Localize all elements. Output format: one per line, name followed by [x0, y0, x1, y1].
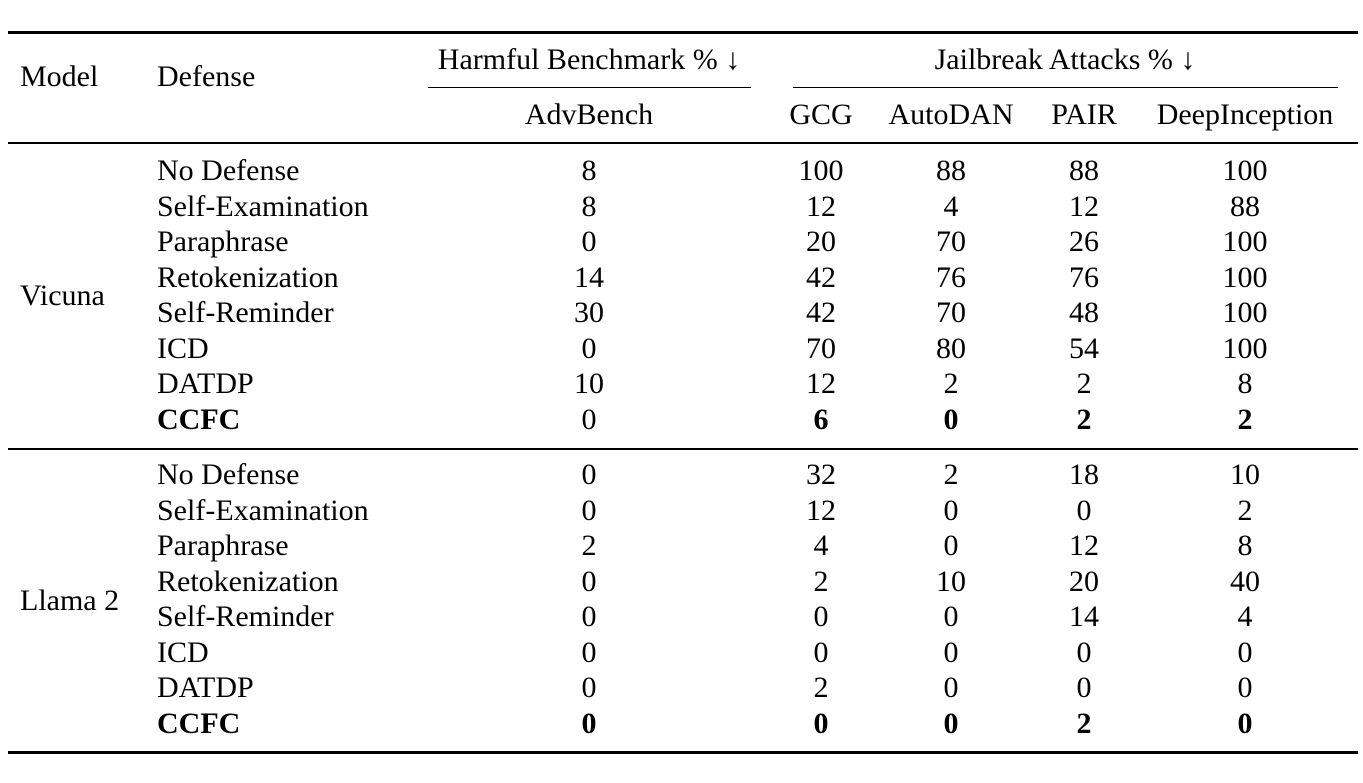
cell-gcg: 0	[813, 635, 829, 669]
defense-name: Self-Examination	[157, 189, 369, 223]
cell-pair: 14	[1069, 600, 1099, 633]
cell-pair: 0	[1076, 671, 1092, 704]
cell-deepinception: 100	[1222, 331, 1268, 365]
cell-pair: 2	[1076, 706, 1092, 740]
defense-name: Retokenization	[157, 564, 339, 598]
top-rule	[8, 31, 1358, 34]
cell-pair: 0	[1076, 635, 1092, 669]
defense-name: ICD	[157, 331, 209, 365]
cell-autodan: 0	[943, 635, 959, 669]
cell-autodan: 88	[936, 154, 966, 187]
cell-autodan: 70	[936, 296, 966, 329]
cell-gcg: 70	[806, 331, 836, 365]
cell-advbench: 0	[581, 635, 597, 669]
column-header-gcg: GCG	[789, 98, 853, 131]
model-name: Llama 2	[20, 584, 120, 617]
cell-pair: 26	[1069, 225, 1099, 258]
defense-name: DATDP	[157, 367, 254, 400]
column-header-advbench: AdvBench	[524, 98, 654, 131]
cell-autodan: 70	[936, 225, 966, 258]
cell-deepinception: 100	[1222, 154, 1268, 187]
cell-pair: 20	[1069, 564, 1099, 598]
cell-gcg: 100	[798, 154, 844, 187]
cell-deepinception: 0	[1237, 671, 1253, 704]
cell-gcg: 42	[806, 260, 836, 294]
defense-name: No Defense	[157, 458, 300, 491]
cell-advbench: 0	[581, 402, 597, 436]
cell-deepinception: 40	[1230, 564, 1260, 598]
bottom-rule	[8, 751, 1358, 754]
cell-autodan: 76	[936, 260, 966, 294]
cell-autodan: 0	[943, 493, 959, 527]
cell-pair: 12	[1069, 529, 1099, 562]
jailbreak-attacks-group-header: Jailbreak Attacks % ↓	[934, 43, 1196, 76]
column-header-autodan: AutoDAN	[888, 98, 1014, 131]
cell-pair: 88	[1069, 154, 1099, 187]
jailbreak-attacks-underline	[793, 87, 1338, 88]
cell-autodan: 0	[943, 706, 959, 740]
defense-header: Defense	[157, 60, 256, 93]
cell-pair: 18	[1069, 458, 1099, 491]
cell-deepinception: 2	[1237, 493, 1253, 527]
cell-autodan: 0	[943, 671, 959, 704]
harmful-benchmark-group-header: Harmful Benchmark % ↓	[437, 43, 741, 76]
cell-pair: 2	[1076, 367, 1092, 400]
cell-gcg: 0	[813, 706, 829, 740]
cell-advbench: 8	[581, 189, 597, 223]
model-header: Model	[20, 60, 99, 93]
block-separator-rule	[8, 448, 1358, 450]
cell-advbench: 8	[581, 154, 597, 187]
cell-advbench: 0	[581, 331, 597, 365]
defense-name: Self-Reminder	[157, 600, 334, 633]
defense-name: Self-Examination	[157, 493, 369, 527]
cell-advbench: 10	[574, 367, 604, 400]
defense-name: Retokenization	[157, 260, 339, 294]
cell-pair: 0	[1076, 493, 1092, 527]
cell-gcg: 20	[806, 225, 836, 258]
cell-deepinception: 8	[1237, 367, 1253, 400]
cell-advbench: 0	[581, 706, 597, 740]
cell-gcg: 12	[806, 493, 836, 527]
model-name: Vicuna	[20, 279, 105, 312]
defense-name: Self-Reminder	[157, 296, 334, 329]
cell-autodan: 0	[943, 529, 959, 562]
defense-name: Paraphrase	[157, 529, 289, 562]
cell-pair: 54	[1069, 331, 1099, 365]
cell-deepinception: 100	[1222, 296, 1268, 329]
defense-name: No Defense	[157, 154, 300, 187]
cell-autodan: 0	[943, 402, 959, 436]
cell-deepinception: 100	[1222, 260, 1268, 294]
defense-name: CCFC	[157, 706, 241, 740]
cell-gcg: 6	[813, 402, 829, 436]
cell-pair: 48	[1069, 296, 1099, 329]
cell-advbench: 0	[581, 458, 597, 491]
cell-gcg: 12	[806, 367, 836, 400]
cell-autodan: 80	[936, 331, 966, 365]
cell-gcg: 0	[813, 600, 829, 633]
cell-advbench: 0	[581, 225, 597, 258]
cell-autodan: 4	[943, 189, 959, 223]
column-header-pair: PAIR	[1051, 98, 1117, 131]
defense-name: Paraphrase	[157, 225, 289, 258]
defense-name: DATDP	[157, 671, 254, 704]
cell-gcg: 42	[806, 296, 836, 329]
header-rule	[8, 142, 1358, 144]
cell-deepinception: 88	[1230, 189, 1260, 223]
cell-advbench: 30	[574, 296, 604, 329]
cell-advbench: 0	[581, 600, 597, 633]
defense-name: ICD	[157, 635, 209, 669]
cell-advbench: 0	[581, 493, 597, 527]
cell-autodan: 2	[943, 367, 959, 400]
cell-deepinception: 0	[1237, 706, 1253, 740]
cell-deepinception: 8	[1237, 529, 1253, 562]
cell-gcg: 12	[806, 189, 836, 223]
column-header-deepinception: DeepInception	[1156, 98, 1334, 131]
cell-pair: 12	[1069, 189, 1099, 223]
cell-deepinception: 0	[1237, 635, 1253, 669]
cell-gcg: 2	[813, 564, 829, 598]
cell-autodan: 10	[936, 564, 966, 598]
cell-deepinception: 10	[1230, 458, 1260, 491]
cell-gcg: 2	[813, 671, 829, 704]
cell-deepinception: 2	[1237, 402, 1253, 436]
cell-advbench: 2	[581, 529, 597, 562]
cell-advbench: 0	[581, 564, 597, 598]
cell-deepinception: 100	[1222, 225, 1268, 258]
cell-pair: 2	[1076, 402, 1092, 436]
defense-name: CCFC	[157, 402, 241, 436]
cell-pair: 76	[1069, 260, 1099, 294]
cell-deepinception: 4	[1237, 600, 1253, 633]
cell-autodan: 2	[943, 458, 959, 491]
cell-advbench: 0	[581, 671, 597, 704]
cell-autodan: 0	[943, 600, 959, 633]
cell-advbench: 14	[574, 260, 604, 294]
cell-gcg: 32	[806, 458, 836, 491]
harmful-benchmark-underline	[428, 87, 751, 88]
cell-gcg: 4	[813, 529, 829, 562]
